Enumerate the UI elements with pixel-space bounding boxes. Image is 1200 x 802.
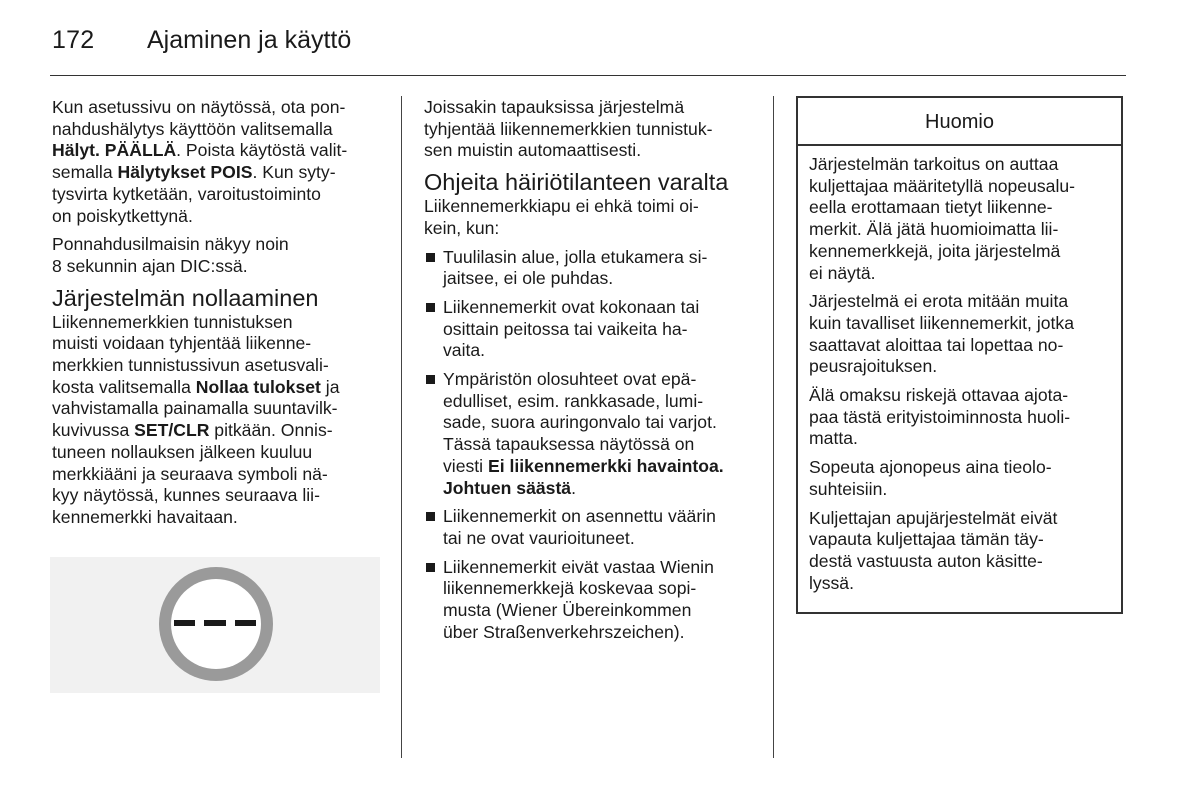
column-2 [424,97,764,650]
note-title: Huomio [798,98,1121,146]
list-item: Ympäristön olosuhteet ovat epä- edulliset, esim. rankkasade, lumi- sade, suora auringonvalo tai varjot. Tässä tapauksessa näytössä on viesti Ei liikennemerkki havaintoa. Johtuen säästä. [424,369,764,499]
note-paragraph: Kuljettajan apujärjestelmät eivät vapauta kuljettajaa tämän täy- destä vastuusta auton käsitte- lyssä. [809,507,1058,593]
note-paragraph: Järjestelmä ei erota mitään muita kuin tavalliset liikennemerkit, jotka saattavat aloittaa tai lopettaa no- peusrajoituksen. [809,291,1074,377]
column-1 [52,97,392,536]
paragraph-auto-clear: Joissakin tapauksissa järjestelmä tyhjentää liikennemerkkien tunnistuk- sen muistin automaattisesti. [424,97,713,161]
figure-no-sign-symbol [50,557,380,693]
bullet-icon [426,253,435,262]
column-divider-1 [401,96,402,758]
note-paragraph: Järjestelmän tarkoitus on auttaa kuljettajaa määritetyllä nopeusalu- eella erottamaan tietyt liikenne- merkit. Älä jätä huomioimatta lii- kennemerkkejä, joita järjestelmä ei näytä. [809,154,1076,283]
list-item: Liikennemerkit on asennettu väärin tai ne ovat vaurioituneet. [424,506,764,549]
set-clr-button-label: SET/CLR [134,420,210,441]
troubleshooting-list [424,247,764,644]
bullet-icon [426,375,435,384]
section-heading-troubleshooting: Ohjeita häiriötilanteen varalta [424,169,729,196]
paragraph-popup-duration: Ponnahdusilmaisin näkyy noin 8 sekunnin ajan DIC:ssä. [52,234,289,276]
list-item: Liikennemerkit eivät vastaa Wienin liikennemerkkejä koskevaa sopi- musta (Wiener Übereinkommen über Straßenverkehrszeichen). [424,557,764,644]
bullet-icon [426,303,435,312]
note-body [798,146,1121,594]
bullet-icon [426,512,435,521]
note-paragraph: Sopeuta ajonopeus aina tieolo- suhteisiin. [809,457,1052,499]
note-paragraph: Älä omaksu riskejä ottavaa ajota- paa tästä erityistoiminnosta huoli- matta. [809,385,1071,449]
chapter-title: Ajaminen ja käyttö [147,26,352,54]
paragraph-troubleshooting-intro: Liikennemerkkiapu ei ehkä toimi oi- kein, kun: [424,196,699,238]
page-number: 172 [52,26,95,54]
section-heading-reset: Järjestelmän nollaaminen [52,284,319,311]
menu-option-alerts-off: Hälytykset POIS [117,162,253,183]
menu-option-reset-results: Nollaa tulokset [195,376,321,397]
note-box [796,96,1123,614]
menu-option-alerts-on: Hälyt. PÄÄLLÄ [52,140,177,161]
header-rule [50,75,1126,76]
bullet-icon [426,563,435,572]
column-divider-2 [773,96,774,758]
paragraph-reset: Liikennemerkkien tunnistuksen muisti voidaan tyhjentää liikenne- merkkien tunnistussivun asetusvali- kosta valitsemalla Nollaa tulokset ja vahvistamalla painamalla suuntavilk- kuvivussa SET/CLR pitkään. Onnis- tuneen nollauksen jälkeen kuuluu merkkiääni ja seuraava symboli nä- kyy näytössä, kunnes seuraava lii- kennemerkki havaitaan. [52,311,340,527]
no-sign-detected-icon [50,557,380,693]
list-item: Tuulilasin alue, jolla etukamera si- jaitsee, ei ole puhdas. [424,247,764,290]
list-item: Liikennemerkit ovat kokonaan tai osittain peitossa tai vaikeita ha- vaita. [424,297,764,362]
display-message-text: Ei liikennemerkki havaintoa. Johtuen säästä [443,455,724,498]
paragraph-popup-alert: Kun asetussivu on näytössä, ota pon- nahdushälytys käyttöön valitsemalla Hälyt. PÄÄLLÄ. Poista käytöstä valit- semalla Hälytykset POIS. Kun syty- tysvirta kytketään, varoitustoiminto on poiskytkettynä. [52,97,348,226]
